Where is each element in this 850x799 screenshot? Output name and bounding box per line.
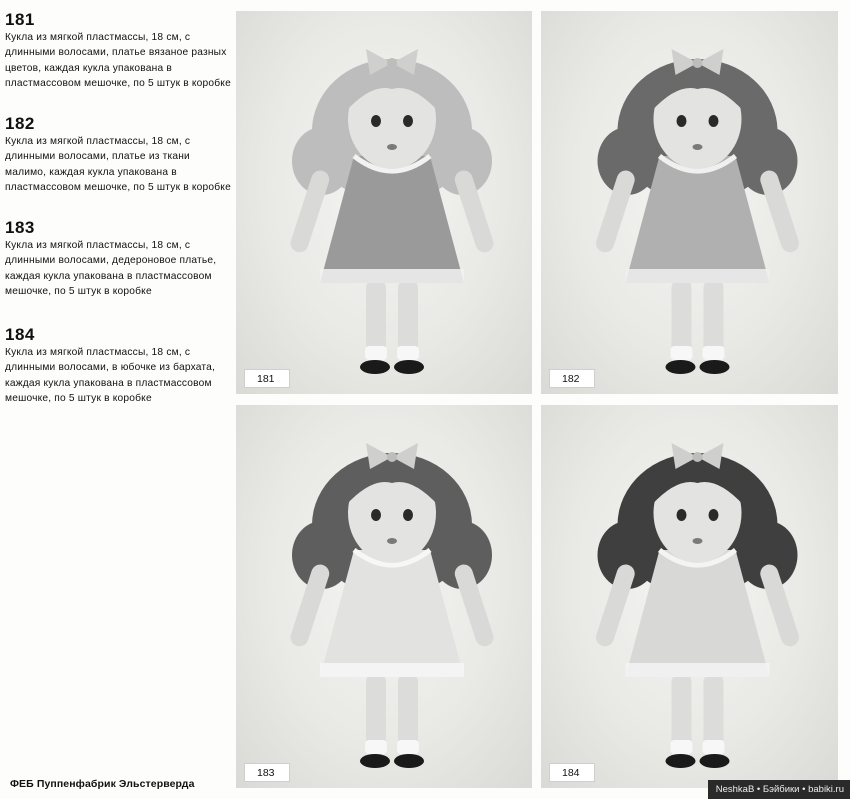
doll-photo-184	[541, 405, 838, 788]
catalog-entry-184	[5, 326, 233, 406]
doll-sock-left	[365, 346, 387, 360]
doll-dress-trim	[320, 269, 464, 283]
doll-shoe-left	[666, 360, 696, 374]
doll-illustration	[236, 11, 532, 394]
doll-sock-left	[671, 346, 693, 360]
doll-eye-left	[677, 509, 687, 521]
doll-sock-left	[365, 740, 387, 754]
doll-bow-knot	[693, 58, 703, 68]
doll-illustration	[541, 11, 838, 394]
doll-dress-trim	[320, 663, 464, 677]
doll-mouth	[693, 538, 703, 544]
doll-photo-181	[236, 11, 532, 394]
doll-eye-left	[677, 115, 687, 127]
doll-sock-right	[703, 346, 725, 360]
doll-eye-right	[709, 509, 719, 521]
doll-photo-183	[236, 405, 532, 788]
catalog-entry-181	[5, 11, 233, 91]
catalog-entry-182	[5, 115, 233, 195]
doll-shoe-left	[666, 754, 696, 768]
doll-shoe-right	[394, 360, 424, 374]
doll-eye-left	[371, 509, 381, 521]
watermark: NeshkaB • Бэйбики • babiki.ru	[708, 780, 850, 799]
entry-number: 181	[5, 10, 35, 29]
entry-number: 184	[5, 325, 35, 344]
doll-shoe-left	[360, 360, 390, 374]
catalog-entry-183	[5, 219, 233, 299]
manufacturer-footer: ФЕБ Пуппенфабрик Эльстерверда	[10, 778, 195, 790]
photo-number-label: 184	[549, 763, 595, 782]
entry-number: 183	[5, 218, 35, 237]
doll-shoe-right	[394, 754, 424, 768]
doll-mouth	[387, 144, 397, 150]
entry-number: 182	[5, 114, 35, 133]
doll-illustration	[236, 405, 532, 788]
doll-eye-left	[371, 115, 381, 127]
doll-mouth	[387, 538, 397, 544]
doll-sock-right	[397, 740, 419, 754]
doll-dress-trim	[626, 269, 770, 283]
doll-sock-right	[703, 740, 725, 754]
doll-shoe-right	[700, 754, 730, 768]
photo-number-label: 181	[244, 369, 290, 388]
entry-description: Кукла из мягкой пластмассы, 18 см, с длинными волосами, дедероновое платье, каждая кукла упакована в пластмассовом мешочке, по 5 штук в коробке	[5, 240, 217, 297]
doll-sock-right	[397, 346, 419, 360]
doll-bow-knot	[387, 452, 397, 462]
doll-photo-182	[541, 11, 838, 394]
doll-sock-left	[671, 740, 693, 754]
doll-eye-right	[403, 115, 413, 127]
doll-mouth	[693, 144, 703, 150]
entry-description: Кукла из мягкой пластмассы, 18 см, с длинными волосами, платье вязаное разных цветов, каждая кукла упакована в пластмассовом мешочке, по 5 штук в коробке	[5, 32, 231, 89]
doll-eye-right	[709, 115, 719, 127]
photo-number-label: 183	[244, 763, 290, 782]
doll-shoe-left	[360, 754, 390, 768]
doll-dress-trim	[626, 663, 770, 677]
entry-description: Кукла из мягкой пластмассы, 18 см, с длинными волосами, платье из ткани малимо, каждая кукла упакована в пластмассовом мешочке, по 5 штук в коробке	[5, 136, 231, 193]
entry-description: Кукла из мягкой пластмассы, 18 см, с длинными волосами, в юбочке из бархата, каждая кукла упакована в пластмассовом мешочке, по 5 штук в коробке	[5, 347, 216, 404]
doll-shoe-right	[700, 360, 730, 374]
photo-number-label: 182	[549, 369, 595, 388]
doll-eye-right	[403, 509, 413, 521]
doll-illustration	[541, 405, 838, 788]
doll-bow-knot	[387, 58, 397, 68]
doll-bow-knot	[693, 452, 703, 462]
